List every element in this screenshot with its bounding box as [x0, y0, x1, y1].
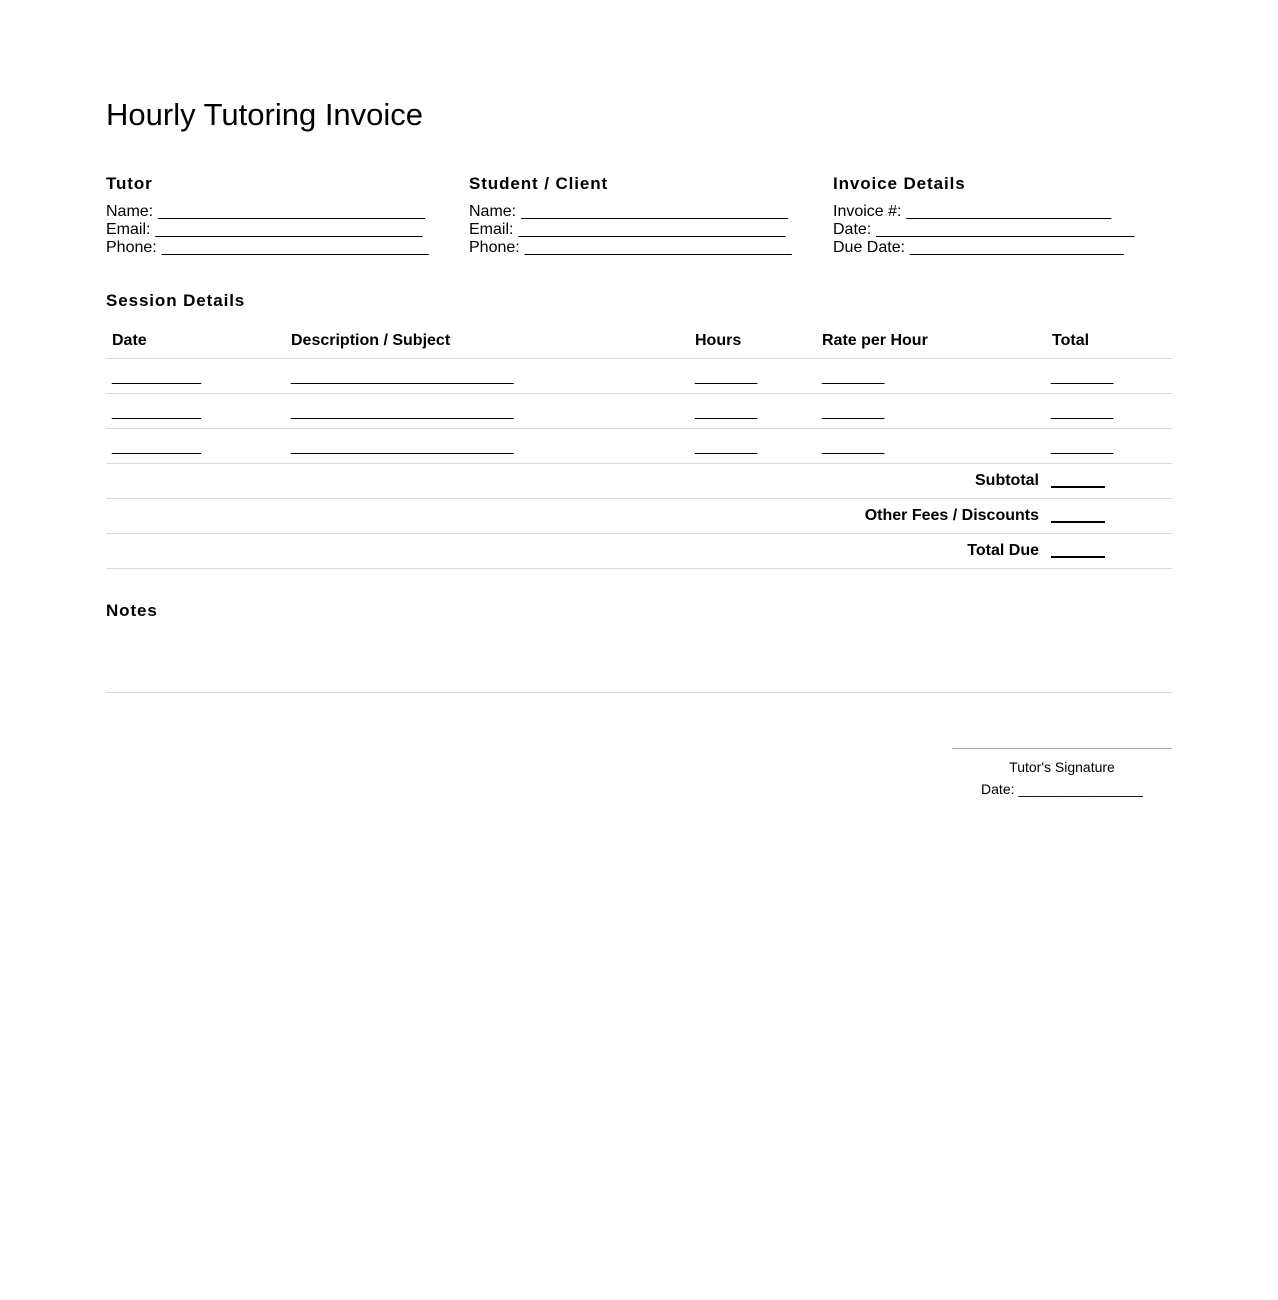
client-name-blank[interactable]: ______________________________ — [521, 203, 789, 220]
tutor-email-label: Email: — [106, 221, 151, 238]
invoice-title: Hourly Tutoring Invoice — [106, 97, 424, 132]
row-2-date-blank[interactable]: __________ — [112, 403, 201, 420]
invoice-date-blank[interactable]: _____________________________ — [876, 221, 1135, 238]
client-phone-field[interactable] — [469, 239, 809, 257]
tutor-phone-blank[interactable]: ______________________________ — [161, 239, 429, 256]
invoice-date-field[interactable] — [833, 221, 1173, 239]
row-1-hours-blank[interactable]: _______ — [695, 368, 758, 385]
table-divider — [106, 533, 1172, 534]
table-divider — [106, 393, 1172, 394]
other-fees-label: Other Fees / Discounts — [864, 507, 1039, 524]
signature-date-field[interactable] — [952, 781, 1172, 798]
tutor-name-field[interactable] — [106, 203, 446, 221]
row-2-rate-blank[interactable]: _______ — [822, 403, 885, 420]
invoice-number-blank[interactable]: _______________________ — [906, 203, 1112, 220]
invoice-date-label: Date: — [833, 221, 872, 238]
row-1-description-blank[interactable]: _________________________ — [291, 368, 514, 385]
row-1-rate-blank[interactable]: _______ — [822, 368, 885, 385]
notes-heading: Notes — [106, 601, 158, 620]
other-fees-blank[interactable] — [1051, 521, 1105, 523]
invoice-number-label: Invoice #: — [833, 203, 902, 220]
row-3-description-blank[interactable]: _________________________ — [291, 438, 514, 455]
client-email-blank[interactable]: ______________________________ — [518, 221, 786, 238]
tutor-phone-label: Phone: — [106, 239, 157, 256]
notes-area-bottom-rule[interactable] — [106, 692, 1172, 693]
table-divider — [106, 463, 1172, 464]
row-3-date-blank[interactable]: __________ — [112, 438, 201, 455]
row-3-hours-blank[interactable]: _______ — [695, 438, 758, 455]
tutor-phone-field[interactable] — [106, 239, 446, 257]
tutor-name-blank[interactable]: ______________________________ — [158, 203, 426, 220]
column-header-hours: Hours — [695, 332, 742, 349]
client-email-label: Email: — [469, 221, 514, 238]
column-header-rate: Rate per Hour — [822, 332, 928, 349]
total-due-blank[interactable] — [1051, 556, 1105, 558]
signature-date-label: Date: — [981, 781, 1015, 797]
column-header-description: Description / Subject — [291, 332, 451, 349]
row-1-total-blank[interactable]: _______ — [1051, 368, 1114, 385]
due-date-blank[interactable]: ________________________ — [910, 239, 1124, 256]
due-date-field[interactable] — [833, 239, 1173, 257]
table-divider — [106, 568, 1172, 569]
signature-date-blank[interactable]: ________________ — [1018, 781, 1143, 797]
table-divider — [106, 428, 1172, 429]
tutor-name-label: Name: — [106, 203, 154, 220]
session-details-heading: Session Details — [106, 291, 246, 310]
table-divider — [106, 358, 1172, 359]
signature-line[interactable] — [952, 748, 1172, 749]
client-name-label: Name: — [469, 203, 517, 220]
subtotal-blank[interactable] — [1051, 486, 1105, 488]
column-header-total: Total — [1052, 332, 1090, 349]
row-1-date-blank[interactable]: __________ — [112, 368, 201, 385]
total-due-label: Total Due — [967, 542, 1039, 559]
client-email-field[interactable] — [469, 221, 809, 239]
client-heading: Student / Client — [469, 174, 609, 193]
tutor-email-blank[interactable]: ______________________________ — [155, 221, 423, 238]
subtotal-label: Subtotal — [975, 472, 1039, 489]
tutor-block — [106, 173, 446, 257]
client-phone-blank[interactable]: ______________________________ — [524, 239, 792, 256]
client-name-field[interactable] — [469, 203, 809, 221]
invoice-number-field[interactable] — [833, 203, 1173, 221]
invoice-details-heading: Invoice Details — [833, 174, 966, 193]
due-date-label: Due Date: — [833, 239, 906, 256]
client-block — [469, 173, 809, 257]
row-2-hours-blank[interactable]: _______ — [695, 403, 758, 420]
invoice-details-block — [833, 173, 1173, 257]
tutor-email-field[interactable] — [106, 221, 446, 239]
row-3-rate-blank[interactable]: _______ — [822, 438, 885, 455]
row-2-description-blank[interactable]: _________________________ — [291, 403, 514, 420]
table-divider — [106, 498, 1172, 499]
row-3-total-blank[interactable]: _______ — [1051, 438, 1114, 455]
row-2-total-blank[interactable]: _______ — [1051, 403, 1114, 420]
column-header-date: Date — [112, 332, 147, 349]
client-phone-label: Phone: — [469, 239, 520, 256]
tutor-heading: Tutor — [106, 174, 153, 193]
signature-caption: Tutor's Signature — [1009, 759, 1115, 775]
